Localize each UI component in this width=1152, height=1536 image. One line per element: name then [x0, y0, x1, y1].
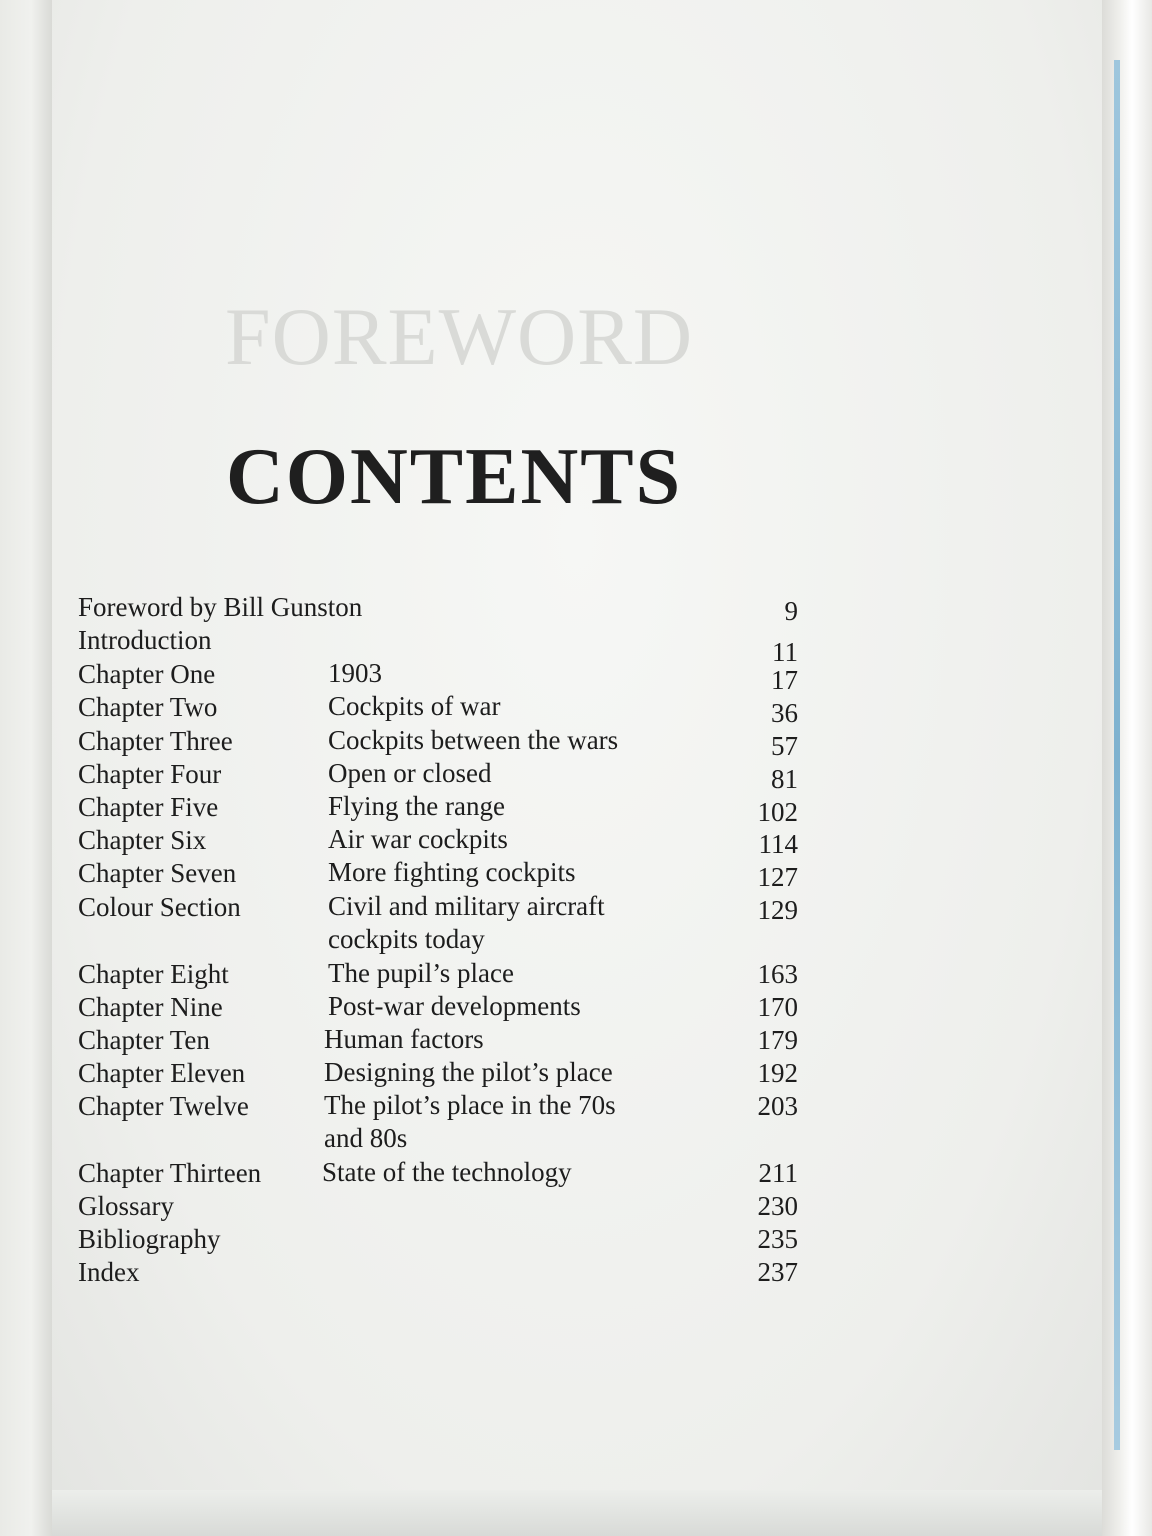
toc-entry-page: 192 — [757, 1058, 798, 1088]
toc-entry-title: Air war cockpits — [328, 824, 508, 854]
toc-entry-page: 230 — [757, 1191, 798, 1221]
toc-entry-page: 235 — [757, 1224, 798, 1254]
toc-entry-page: 179 — [757, 1025, 798, 1055]
toc-entry-title: State of the technology — [322, 1157, 572, 1187]
toc-entry-title: Cockpits of war — [328, 691, 501, 721]
toc-row — [78, 657, 798, 695]
bleed-through-heading: FOREWORD — [225, 291, 694, 382]
toc-entry-page: 102 — [757, 797, 798, 827]
toc-row — [78, 623, 798, 667]
toc-row — [78, 957, 798, 991]
toc-entry-label: Bibliography — [78, 1224, 221, 1254]
toc-row — [78, 890, 798, 954]
cover-edge — [1114, 60, 1120, 1450]
toc-entry-label: Glossary — [78, 1191, 174, 1221]
toc-entry-label: Chapter Three — [78, 726, 233, 756]
toc-row — [78, 1222, 798, 1256]
toc-entry-title: Post-war developments — [328, 991, 581, 1021]
toc-entry-page: 237 — [757, 1257, 798, 1287]
toc-row — [78, 990, 798, 1024]
toc-entry-label: Chapter Seven — [78, 858, 237, 888]
toc-entry-page: 163 — [757, 959, 798, 989]
toc-entry-label: Colour Section — [78, 892, 241, 922]
right-page-edge — [1102, 0, 1152, 1536]
toc-entry-label: Chapter Five — [78, 792, 219, 822]
toc-entry-page: 11 — [772, 637, 798, 667]
toc-entry-page: 127 — [757, 862, 798, 892]
page-bottom-shadow — [52, 1490, 1102, 1536]
toc-entry-title: The pupil’s place — [328, 958, 514, 988]
toc-entry-title: Designing the pilot’s place — [324, 1057, 613, 1087]
toc-entry-page: 203 — [757, 1091, 798, 1121]
toc-entry-label: Chapter Eight — [78, 959, 229, 989]
toc-entry-page: 170 — [757, 992, 798, 1022]
toc-entry-page: 81 — [771, 764, 798, 794]
toc-entry-label: Chapter Twelve — [78, 1091, 249, 1121]
toc-row — [78, 590, 798, 624]
toc-row — [78, 1089, 798, 1153]
toc-entry-label: Chapter Ten — [78, 1025, 210, 1055]
toc-row — [78, 1056, 798, 1090]
toc-entry-label: Index — [78, 1257, 140, 1287]
toc-entry-label: Chapter One — [78, 659, 216, 689]
toc-row — [78, 1255, 798, 1289]
toc-entry-page: 129 — [757, 895, 798, 925]
toc-entry-label: Chapter Nine — [78, 992, 223, 1022]
toc-entry-title: The pilot’s place in the 70s and 80s — [324, 1090, 616, 1153]
toc-entry-label: Chapter Eleven — [78, 1058, 246, 1088]
toc-row — [78, 1156, 798, 1190]
toc-entry-page: 9 — [784, 596, 798, 626]
left-page-edge — [0, 0, 53, 1536]
toc-row — [78, 724, 798, 761]
toc-row — [78, 1023, 798, 1057]
toc-entry-label: Chapter Six — [78, 825, 207, 855]
toc-row — [78, 823, 798, 857]
toc-entry-label: Chapter Two — [78, 692, 218, 722]
toc-entry-label: Foreword by Bill Gunston — [78, 592, 363, 622]
toc-entry-title: Open or closed — [328, 758, 492, 788]
toc-entry-page: 17 — [771, 665, 798, 695]
toc-row — [78, 1189, 798, 1223]
toc-entry-label: Chapter Four — [78, 759, 222, 789]
toc-entry-title: Cockpits between the wars — [328, 725, 619, 755]
toc-row — [78, 757, 798, 794]
toc-entry-page: 57 — [771, 731, 798, 761]
page-title: CONTENTS — [226, 433, 683, 521]
toc-entry-title: Flying the range — [328, 791, 505, 821]
toc-entry-label: Chapter Thirteen — [78, 1158, 262, 1188]
toc-entry-title: 1903 — [328, 658, 382, 688]
toc-entry-title: More fighting cockpits — [328, 857, 576, 887]
toc-entry-title: Human factors — [324, 1024, 484, 1054]
toc-row — [78, 790, 798, 827]
toc-entry-title: Civil and military aircraft cockpits today — [328, 891, 605, 954]
toc-entry-page: 114 — [758, 829, 798, 859]
toc-entry-page: 36 — [771, 698, 798, 728]
toc-row — [78, 690, 798, 728]
toc-entry-label: Introduction — [78, 625, 212, 655]
toc-row — [78, 856, 798, 890]
toc-entry-page: 211 — [758, 1158, 798, 1188]
